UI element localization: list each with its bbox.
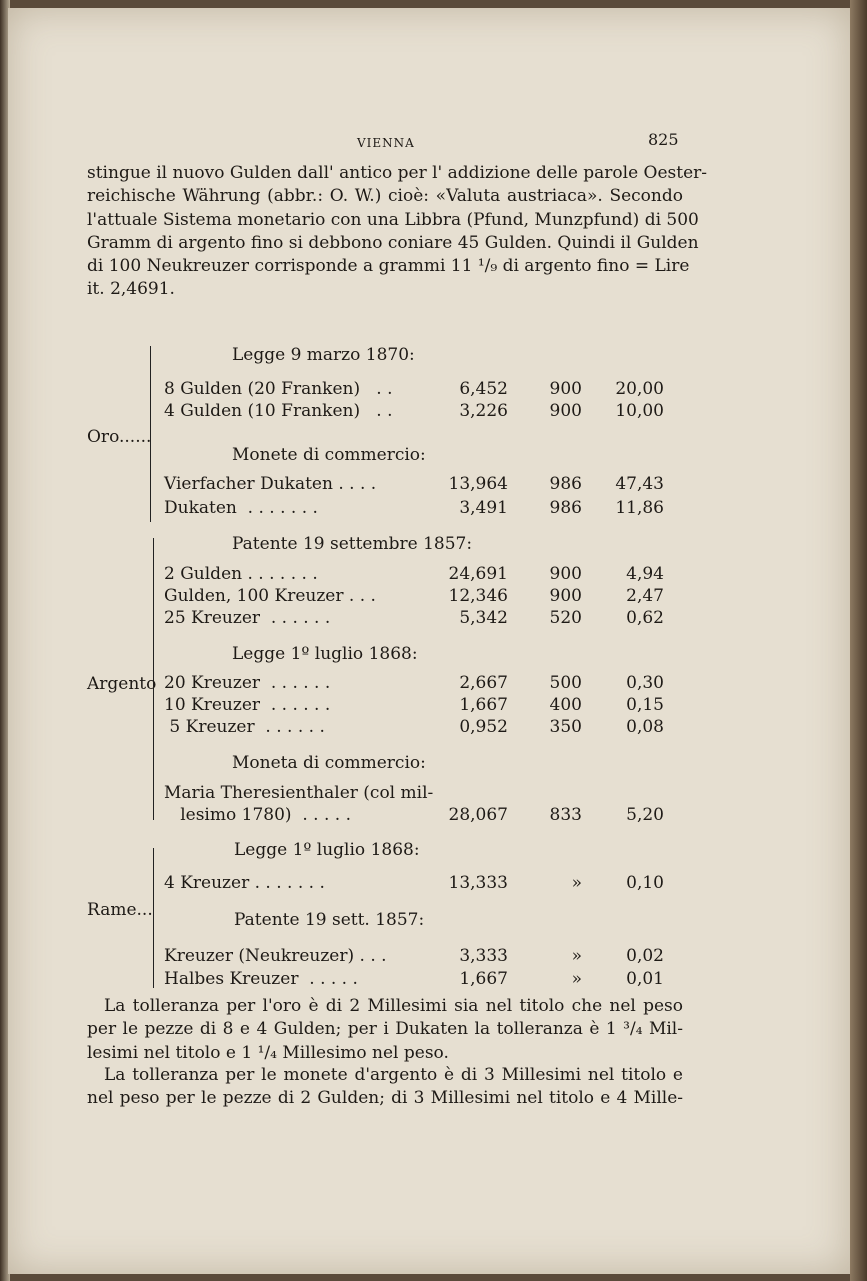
brace-rame	[153, 848, 160, 988]
coin-value: 0,01	[626, 969, 664, 989]
intro-line	[87, 162, 708, 185]
coin-fineness: 900	[549, 401, 582, 421]
coin-name: Halbes Kreuzer . . . . .	[164, 969, 358, 989]
para-line-text: La tolleranza per l'oro è di 2 Millesimi sia nel titolo che nel peso	[104, 996, 683, 1016]
intro-line-text: reichische Währung (abbr.: O. W.) cioè: «Valuta austriaca». Secondo	[87, 186, 683, 207]
coin-weight: 28,067	[448, 805, 508, 825]
coin-fineness: 833	[549, 805, 582, 825]
intro-line	[87, 278, 683, 301]
coin-name: lesimo 1780) . . . . .	[164, 805, 351, 825]
para-line-text: lesimi nel titolo e 1 ¹/₄ Millesimo nel peso.	[87, 1042, 449, 1063]
para-line	[87, 1064, 683, 1087]
coin-fineness: 500	[549, 673, 582, 693]
coin-fineness: 986	[549, 498, 582, 518]
coin-weight: 3,491	[459, 498, 508, 518]
running-title: VIENNA	[357, 136, 415, 150]
coin-name: 8 Gulden (20 Franken) . .	[164, 379, 393, 399]
page-edge-stack	[850, 0, 867, 1281]
intro-line	[87, 255, 690, 278]
coin-value: 47,43	[615, 474, 664, 494]
coin-name: 25 Kreuzer . . . . . .	[164, 608, 331, 628]
coin-value: 0,02	[626, 946, 664, 966]
coin-name: Vierfacher Dukaten . . . .	[164, 474, 377, 494]
tolerance-paragraph-gold	[87, 995, 683, 1065]
coin-weight: 5,342	[459, 608, 508, 628]
section-heading: Legge 9 marzo 1870:	[232, 345, 415, 365]
group-label-argento: Argento	[87, 674, 157, 694]
para-line	[87, 1087, 683, 1110]
coin-value: 0,15	[626, 695, 664, 715]
coin-weight: 3,333	[459, 946, 508, 966]
para-line	[87, 1018, 683, 1041]
coin-fineness: 900	[549, 586, 582, 606]
intro-paragraph	[87, 162, 708, 302]
coin-name: 20 Kreuzer . . . . . .	[164, 673, 331, 693]
coin-name: Gulden, 100 Kreuzer . . .	[164, 586, 376, 606]
coin-name: Maria Theresienthaler (col mil-	[164, 783, 434, 803]
group-label-oro: Oro......	[87, 427, 152, 447]
section-heading: Legge 1º luglio 1868:	[234, 840, 420, 860]
coin-weight: 1,667	[459, 695, 508, 715]
coin-fineness: 986	[549, 474, 582, 494]
coin-fineness: »	[571, 969, 582, 989]
coin-weight: 2,667	[459, 673, 508, 693]
coin-value: 10,00	[615, 401, 664, 421]
intro-line-text: it. 2,4691.	[87, 279, 175, 300]
intro-line	[87, 185, 683, 208]
para-line-text: La tolleranza per le monete d'argento è di 3 Millesimi nel titolo e	[104, 1065, 683, 1085]
coin-weight: 13,333	[448, 873, 508, 893]
coin-value: 5,20	[626, 805, 664, 825]
page-number: 825	[648, 130, 679, 149]
intro-line-text: Gramm di argento fino si debbono coniare 45 Gulden. Quindi il Gulden	[87, 232, 699, 253]
coin-weight: 13,964	[448, 474, 508, 494]
intro-line-text: di 100 Neukreuzer corrisponde a grammi 11 ¹/₉ di argento fino = Lire	[87, 256, 690, 277]
coin-value: 0,62	[626, 608, 664, 628]
coin-fineness: 900	[549, 564, 582, 584]
coin-weight: 3,226	[459, 401, 508, 421]
coin-fineness: »	[571, 946, 582, 966]
coin-fineness: »	[571, 873, 582, 893]
para-line-text: per le pezze di 8 e 4 Gulden; per i Dukaten la tolleranza è 1 ³/₄ Mil-	[87, 1019, 683, 1040]
coin-weight: 6,452	[459, 379, 508, 399]
section-heading: Monete di commercio:	[232, 445, 426, 465]
coin-name: 4 Kreuzer . . . . . . .	[164, 873, 325, 893]
coin-name: Dukaten . . . . . . .	[164, 498, 318, 518]
coin-weight: 12,346	[448, 586, 508, 606]
section-heading: Moneta di commercio:	[232, 753, 426, 773]
section-heading: Legge 1º luglio 1868:	[232, 644, 418, 664]
coin-name: 4 Gulden (10 Franken) . .	[164, 401, 393, 421]
coin-value: 20,00	[615, 379, 664, 399]
section-heading: Patente 19 sett. 1857:	[234, 910, 425, 930]
coin-value: 11,86	[615, 498, 664, 518]
group-label-rame: Rame...	[87, 900, 153, 920]
para-line-text: nel peso per le pezze di 2 Gulden; di 3 Millesimi nel titolo e 4 Mille-	[87, 1088, 683, 1109]
coin-fineness: 350	[549, 717, 582, 737]
coin-value: 0,10	[626, 873, 664, 893]
coin-name: 5 Kreuzer . . . . . .	[164, 717, 325, 737]
intro-line-text: l'attuale Sistema monetario con una Libbra (Pfund, Munzpfund) di 500	[87, 209, 699, 230]
coin-weight: 0,952	[459, 717, 508, 737]
tolerance-paragraph-silver	[87, 1064, 683, 1111]
coin-fineness: 400	[549, 695, 582, 715]
coin-value: 0,08	[626, 717, 664, 737]
coin-value: 4,94	[626, 564, 664, 584]
intro-line	[87, 209, 699, 232]
para-line	[87, 995, 683, 1018]
coin-weight: 1,667	[459, 969, 508, 989]
coin-weight: 24,691	[448, 564, 508, 584]
intro-line	[87, 232, 699, 255]
coin-name: Kreuzer (Neukreuzer) . . .	[164, 946, 387, 966]
coin-fineness: 900	[549, 379, 582, 399]
intro-line-text: stingue il nuovo Gulden dall' antico per l' addizione delle parole Oester-	[87, 163, 708, 183]
coin-fineness: 520	[549, 608, 582, 628]
para-line	[87, 1042, 683, 1065]
coin-name: 10 Kreuzer . . . . . .	[164, 695, 331, 715]
coin-value: 2,47	[626, 586, 664, 606]
section-heading: Patente 19 settembre 1857:	[232, 534, 473, 554]
coin-value: 0,30	[626, 673, 664, 693]
coin-name: 2 Gulden . . . . . . .	[164, 564, 318, 584]
